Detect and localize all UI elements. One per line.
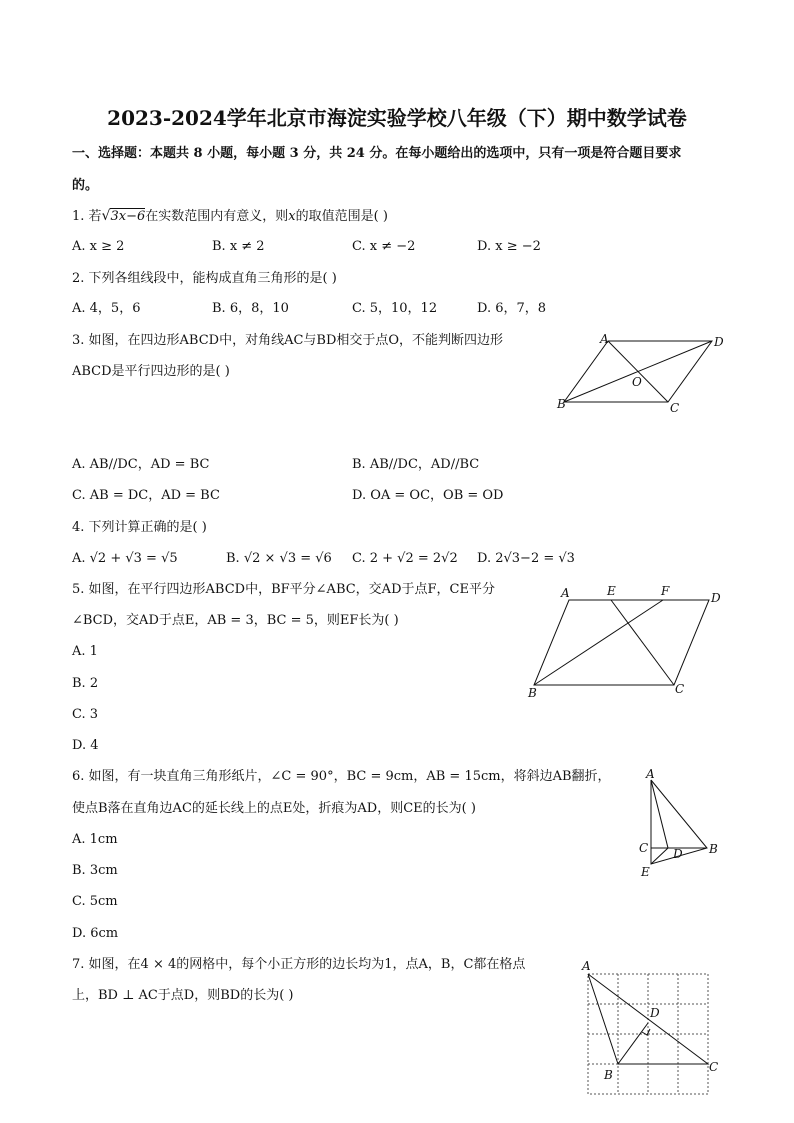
question-2-option-a[interactable]: A. 4，5，6: [72, 301, 141, 316]
question-6-option-b[interactable]: B. 3cm: [72, 863, 118, 878]
q6-label-c: C: [639, 841, 649, 855]
section-heading: 一、选择题：本题共 8 小题，每小题 3 分，共 24 分。在每小题给出的选项中，只有一项是符合题目要求: [72, 146, 682, 161]
figure-q5-parallelogram: [525, 580, 725, 700]
question-5-stem: 5. 如图，在平行四边形ABCD中，BF平分∠ABC，交AD于点F，CE平分: [72, 582, 495, 597]
question-6-stem: 6. 如图，有一块直角三角形纸片，∠C = 90°，BC = 9cm，AB = 15cm，将斜边AB翻折，: [72, 769, 611, 784]
question-7-stem: 7. 如图，在4 × 4的网格中，每个小正方形的边长均为1，点A，B，C都在格点: [72, 957, 526, 972]
question-3-option-c[interactable]: C. AB = DC，AD = BC: [72, 488, 220, 503]
q6-label-a: A: [646, 767, 655, 781]
question-2-stem: 2. 下列各组线段中，能构成直角三角形的是( ): [72, 271, 337, 286]
q5-label-f: F: [661, 584, 670, 598]
q3-label-b: B: [557, 397, 566, 411]
q5-label-e: E: [607, 584, 616, 598]
question-3-stem: 3. 如图，在四边形ABCD中，对角线AC与BD相交于点O，不能判断四边形: [72, 333, 504, 348]
question-7-stem-cont: 上，BD ⊥ AC于点D，则BD的长为( ): [72, 988, 294, 1003]
q5-label-b: B: [528, 686, 537, 700]
question-4-option-d[interactable]: D. 2√3−2 = √3: [477, 551, 575, 566]
q3-label-d: D: [714, 335, 724, 349]
question-2-option-d[interactable]: D. 6，7，8: [477, 301, 547, 316]
question-3-option-b[interactable]: B. AB//DC，AD//BC: [352, 457, 480, 472]
question-1-option-b[interactable]: B. x ≠ 2: [212, 239, 265, 254]
q7-label-d: D: [650, 1006, 660, 1020]
question-6-option-d[interactable]: D. 6cm: [72, 926, 119, 941]
question-2-option-b[interactable]: B. 6，8，10: [212, 301, 289, 316]
question-5-option-a[interactable]: A. 1: [72, 644, 98, 659]
q5-label-c: C: [675, 682, 685, 696]
question-4-option-c[interactable]: C. 2 + √2 = 2√2: [352, 551, 458, 566]
question-5-option-b[interactable]: B. 2: [72, 676, 99, 691]
q7-label-a: A: [582, 959, 591, 973]
q3-label-o: O: [632, 375, 642, 389]
question-2-option-c[interactable]: C. 5，10，12: [352, 301, 438, 316]
q5-label-a: A: [561, 586, 570, 600]
question-1-option-d[interactable]: D. x ≥ −2: [477, 239, 541, 254]
question-3-option-a[interactable]: A. AB//DC，AD = BC: [72, 457, 210, 472]
question-3-stem-cont: ABCD是平行四边形的是( ): [72, 364, 230, 379]
question-1-option-c[interactable]: C. x ≠ −2: [352, 239, 416, 254]
page-title: 2023-2024学年北京市海淀实验学校八年级（下）期中数学试卷: [107, 106, 687, 130]
question-6-stem-cont: 使点B落在直角边AC的延长线上的点E处，折痕为AD，则CE的长为( ): [72, 801, 476, 816]
q3-label-c: C: [670, 401, 680, 415]
question-5-stem-cont: ∠BCD，交AD于点E，AB = 3，BC = 5，则EF长为( ): [72, 613, 399, 628]
question-5-option-c[interactable]: C. 3: [72, 707, 99, 722]
q6-label-d: D: [673, 847, 683, 861]
question-4-option-b[interactable]: B. √2 × √3 = √6: [226, 551, 332, 566]
question-4-stem: 4. 下列计算正确的是( ): [72, 520, 207, 535]
question-5-option-d[interactable]: D. 4: [72, 738, 99, 753]
figure-q3-parallelogram: [550, 330, 730, 420]
q6-label-e: E: [641, 865, 650, 879]
q5-label-d: D: [711, 591, 721, 605]
q6-label-b: B: [709, 842, 718, 856]
question-6-option-c[interactable]: C. 5cm: [72, 894, 118, 909]
question-4-option-a[interactable]: A. √2 + √3 = √5: [72, 551, 178, 566]
question-6-option-a[interactable]: A. 1cm: [72, 832, 118, 847]
figure-q7-grid: [575, 955, 725, 1095]
q7-label-b: B: [604, 1068, 613, 1082]
question-1-stem: 1. 若√3x−6在实数范围内有意义，则x的取值范围是( ): [72, 208, 388, 224]
question-3-option-d[interactable]: D. OA = OC，OB = OD: [352, 488, 504, 503]
q3-label-a: A: [600, 332, 609, 346]
section-heading-cont: 的。: [72, 178, 99, 193]
question-1-option-a[interactable]: A. x ≥ 2: [72, 239, 125, 254]
figure-q6-triangle: [635, 767, 725, 885]
q7-label-c: C: [709, 1060, 719, 1074]
